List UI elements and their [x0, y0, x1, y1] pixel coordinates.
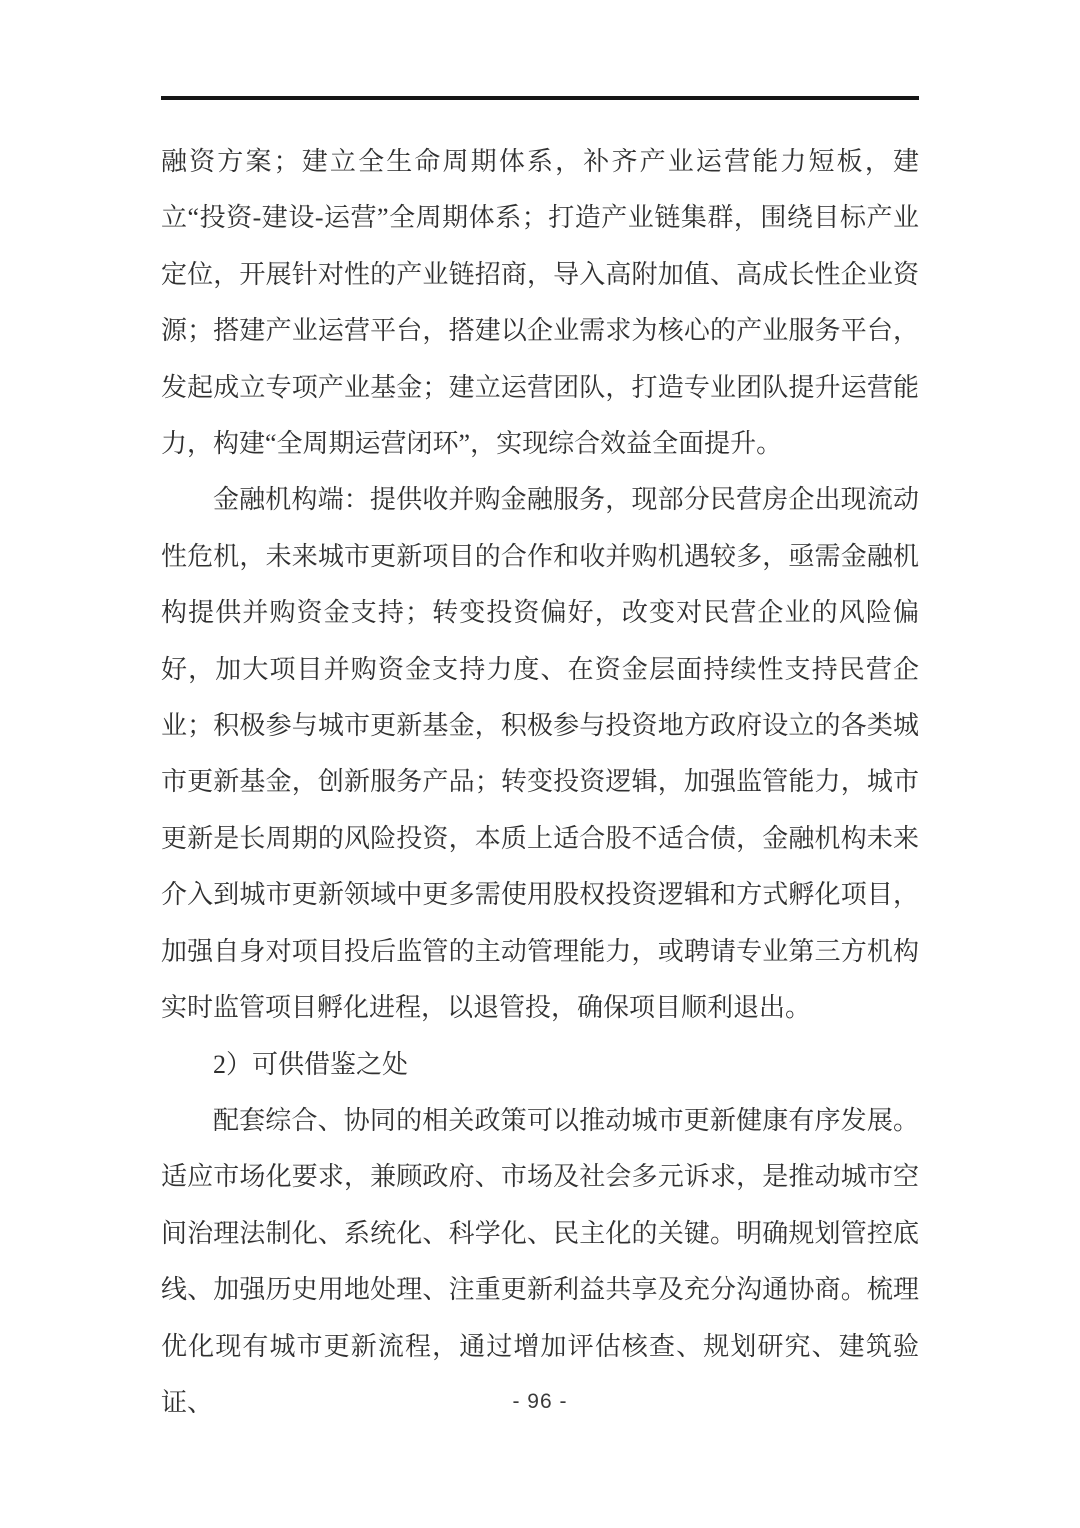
page-body-text	[161, 134, 919, 1431]
paragraph-financing-plan: 融资方案；建立全生命周期体系，补齐产业运营能力短板，建立“投资-建设-运营”全周期体系；打造产业链集群，围绕目标产业定位，开展针对性的产业链招商，导入高附加值、高成长性企业资源；搭建产业运营平台，搭建以企业需求为核心的产业服务平台，发起成立专项产业基金；建立运营团队，打造专业团队提升运营能力，构建“全周期运营闭环”，实现综合效益全面提升。	[161, 147, 919, 459]
section-heading-lessons: 2）可供借鉴之处	[213, 1049, 409, 1079]
paragraph-policy-coordination: 配套综合、协同的相关政策可以推动城市更新健康有序发展。适应市场化要求，兼顾政府、市场及社会多元诉求，是推动城市空间治理法制化、系统化、科学化、民主化的关键。明确规划管控底线、加强历史用地处理、注重更新利益共享及充分沟通协商。梳理优化现有城市更新流程，通过增加评估核查、规划研究、建筑验证、	[161, 1105, 919, 1417]
page-header-rule	[161, 96, 919, 100]
page-number: - 96 -	[512, 1390, 568, 1413]
paragraph-financial-institutions: 金融机构端：提供收并购金融服务，现部分民营房企出现流动性危机，未来城市更新项目的合作和收并购机遇较多，亟需金融机构提供并购资金支持；转变投资偏好，改变对民营企业的风险偏好，加大项目并购资金支持力度、在资金层面持续性支持民营企业；积极参与城市更新基金，积极参与投资地方政府设立的各类城市更新基金，创新服务产品；转变投资逻辑，加强监管能力，城市更新是长周期的风险投资，本质上适合股不适合债，金融机构未来介入到城市更新领域中更多需使用股权投资逻辑和方式孵化项目，加强自身对项目投后监管的主动管理能力，或聘请专业第三方机构实时监管项目孵化进程，以退管投，确保项目顺利退出。	[161, 485, 919, 1023]
